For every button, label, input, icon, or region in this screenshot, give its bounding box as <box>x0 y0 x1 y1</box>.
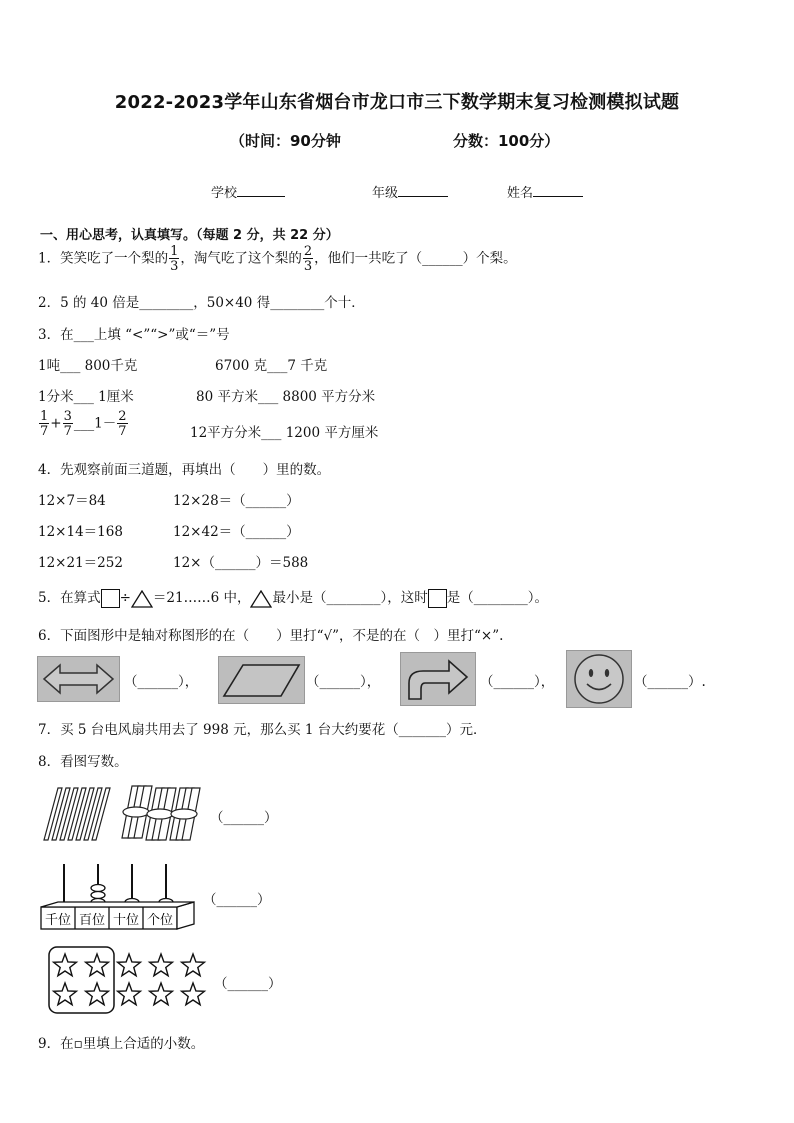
parallelogram-image <box>218 656 305 704</box>
star-icon <box>86 954 109 976</box>
star-icon <box>54 983 77 1005</box>
square-icon <box>428 589 447 608</box>
q6-blank-2[interactable]: （______）， <box>306 674 381 690</box>
question-6-stem: 6．下面图形中是轴对称图形的在（ ）里打“√”，不是的在（ ）里打“×”. <box>38 628 504 644</box>
double-arrow-image <box>37 656 120 702</box>
school-field[interactable] <box>211 182 285 201</box>
q6-blank-4[interactable]: （______）. <box>634 674 706 690</box>
q8-blank-3[interactable]: （______） <box>214 976 282 992</box>
star-icon <box>150 983 173 1005</box>
star-icon <box>86 983 109 1005</box>
q3-row1-right: 6700 克___7 千克 <box>215 358 328 374</box>
abacus-label-thousands: 千位 <box>44 913 72 928</box>
stars-image <box>47 945 212 1015</box>
q6-blank-1[interactable]: （______）， <box>124 674 199 690</box>
star-icon <box>150 954 173 976</box>
q6-blank-3[interactable]: （______）， <box>480 674 555 690</box>
triangle-icon <box>131 590 153 608</box>
turn-arrow-icon <box>401 653 475 705</box>
double-arrow-icon <box>38 657 119 701</box>
question-4-stem: 4．先观察前面三道题，再填出（ ）里的数。 <box>38 462 331 478</box>
exam-time: （时间：90分钟 <box>230 132 341 150</box>
q3-row3-right: 12平方分米___ 1200 平方厘米 <box>190 425 379 441</box>
question-9: 9．在▫里填上合适的小数。 <box>38 1036 205 1052</box>
q8-blank-1[interactable]: （______） <box>210 810 278 826</box>
star-icon <box>118 954 141 976</box>
abacus-label-ones: 个位 <box>146 913 174 928</box>
q1-text-c: ，他们一共吃了（______）个梨。 <box>314 250 517 267</box>
square-icon <box>101 589 120 608</box>
question-7: 7．买 5 台电风扇共用去了 998 元，那么买 1 台大约要花（_______）元． <box>38 722 487 738</box>
q1-text-b: ，淘气吃了这个梨的 <box>180 250 302 267</box>
star-icon <box>182 983 205 1005</box>
q4-left-3: 12×21＝252 <box>38 555 123 571</box>
fraction-1-3: $\frac{1}{3}$ <box>170 244 179 274</box>
page-title: 2022-2023学年山东省烟台市龙口市三下数学期末复习检测模拟试题 <box>114 92 680 113</box>
star-icon <box>118 983 141 1005</box>
counting-sticks-image <box>38 780 208 845</box>
question-1 <box>38 245 517 273</box>
exam-score: 分数：100分） <box>453 132 560 150</box>
question-2: 2．5 的 40 倍是________，50×40 得________个十． <box>38 295 365 311</box>
name-field[interactable] <box>507 182 583 201</box>
star-icon <box>182 954 205 976</box>
smiley-face-image <box>566 650 632 708</box>
q8-blank-2[interactable]: （______） <box>203 892 271 908</box>
turn-arrow-image <box>400 652 476 706</box>
q4-left-1: 12×7＝84 <box>38 493 106 509</box>
grade-field[interactable] <box>372 182 448 201</box>
section-1-heading: 一、用心思考，认真填写。（每题 2 分，共 22 分） <box>40 228 339 243</box>
smiley-face-icon <box>567 651 631 707</box>
q4-right-2: 12×42＝（______） <box>173 524 300 540</box>
parallelogram-icon <box>219 657 304 703</box>
name-label: 姓名 <box>507 186 534 201</box>
abacus-image <box>38 858 198 930</box>
star-icon <box>54 954 77 976</box>
q4-right-1: 12×28＝（______） <box>173 493 300 509</box>
q3-row1-left: 1吨___ 800千克 <box>38 358 138 374</box>
fraction-2-3: $\frac{2}{3}$ <box>303 244 313 274</box>
school-label: 学校 <box>211 186 238 201</box>
q4-right-3: 12×（______）＝588 <box>173 555 309 571</box>
question-8-stem: 8．看图写数。 <box>38 754 128 770</box>
grade-label: 年级 <box>372 186 399 201</box>
q3-row2-left: 1分米___ 1厘米 <box>38 389 134 405</box>
q1-text-a: 1．笑笑吃了一个梨的 <box>38 250 169 267</box>
question-5: 5．在算式 ÷ ＝21……6 中， 最小是（________），这时 是（________）。 <box>38 590 548 606</box>
q3-row3-left: $\frac{1}{7}$ + $\frac{3}{7}$ ___1－ $\frac{2}{7}$ <box>40 409 127 439</box>
q4-left-2: 12×14＝168 <box>38 524 123 540</box>
q3-row2-right: 80 平方米___ 8800 平方分米 <box>196 389 376 405</box>
abacus-label-tens: 十位 <box>112 913 140 928</box>
abacus-label-hundreds: 百位 <box>78 913 106 928</box>
question-3-stem: 3．在___上填 “<”“>”或“＝”号 <box>38 327 230 343</box>
triangle-icon <box>250 590 272 608</box>
